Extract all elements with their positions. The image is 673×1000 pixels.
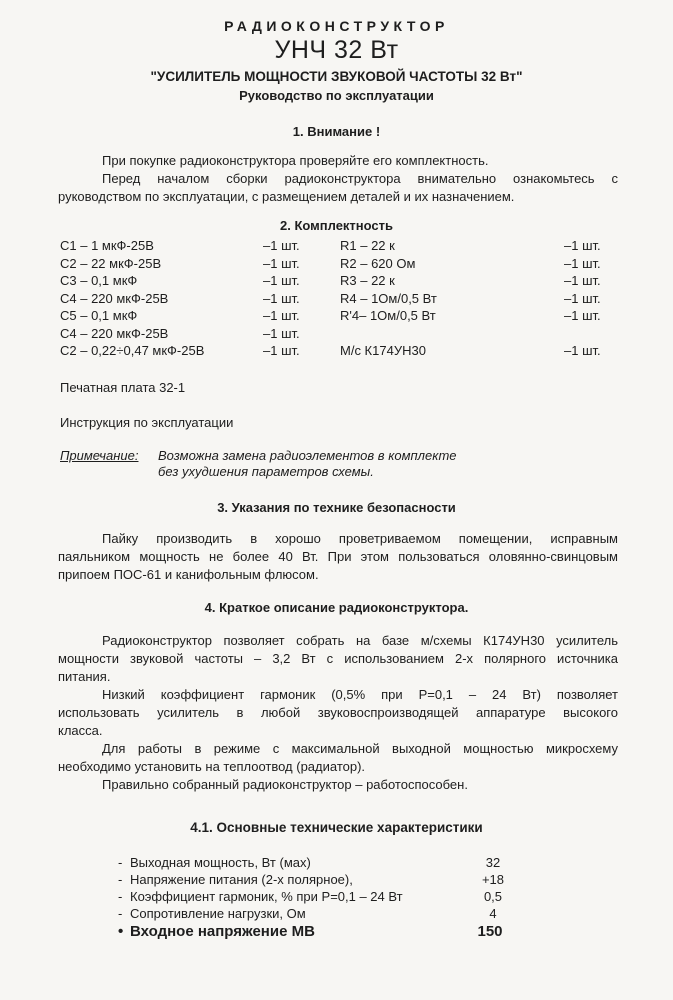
capacitor-name: C4 – 220 мкФ-25В: [60, 325, 169, 341]
product-subtitle: "УСИЛИТЕЛЬ МОЩНОСТИ ЗВУКОВОЙ ЧАСТОТЫ 32 Вт": [150, 69, 523, 84]
text-line: Низкий коэффициент гармоник (0,5% при P=0,1 – 24 Вт) позволяет: [102, 687, 618, 702]
spec-value: 32: [485, 855, 501, 870]
resistor-name: R1 – 22 к: [340, 238, 395, 253]
spec-row: [118, 872, 538, 889]
capacitor-name: C4 – 220 мкФ-25В: [60, 290, 169, 306]
text-line: паяльником мощность не более 40 Вт. При этом пользоваться оловянно-свинцовым: [58, 549, 618, 564]
section-1-title: 1. Внимание !: [292, 124, 381, 139]
spec-name: - Выходная мощность, Вт (мах): [118, 855, 311, 870]
spec-row: [118, 906, 538, 923]
spec-name: • Входное напряжение МВ: [118, 923, 315, 940]
resistor-qty: –1 шт.: [564, 290, 601, 306]
text-line: Для работы в режиме с максимальной выходной мощностью микросхему: [102, 741, 618, 756]
resistor-name: R2 – 620 Ом: [340, 255, 416, 271]
resistor-qty: –1 шт.: [564, 238, 601, 253]
spec-name: - Напряжение питания (2-х полярное),: [118, 872, 353, 887]
text-line: Правильно собранный радиоконструктор – работоспособен.: [102, 777, 468, 792]
capacitor-name: C1 – 1 мкФ-25В: [60, 238, 154, 253]
note-line: без ухудшения параметров схемы.: [158, 464, 374, 479]
text-line: использовать усилитель в любой звуковоспроизводящей аппаратуре высокого: [58, 705, 618, 720]
parts-row: [58, 343, 618, 361]
text-line: мощности звуковой частоты – 3,2 Вт с использованием 2-х полярного источника: [58, 651, 618, 666]
section-4-title: 4. Краткое описание радиоконструктора.: [204, 600, 469, 615]
text-line: Пайку производить в хорошо проветриваемом помещении, исправным: [102, 531, 618, 546]
chip-qty: –1 шт.: [564, 343, 601, 358]
capacitor-qty: –1 шт.: [263, 343, 300, 358]
parts-row: [58, 256, 618, 274]
capacitor-qty: –1 шт.: [263, 325, 300, 341]
spec-label: Напряжение питания (2-х полярное),: [130, 872, 353, 887]
chip-name: М/с К174УН30: [340, 343, 426, 358]
parts-list: [58, 238, 618, 361]
capacitor-qty: –1 шт.: [263, 290, 300, 306]
spec-label: Входное напряжение МВ: [130, 923, 315, 940]
capacitor-name: C2 – 22 мкФ-25В: [60, 255, 162, 271]
pcb-item: Печатная плата 32-1: [60, 380, 186, 395]
text-line: класса.: [58, 723, 103, 738]
text-line: припоем ПОС-61 и канифольным флюсом.: [58, 567, 319, 582]
spec-name: - Сопротивление нагрузки, Ом: [118, 906, 306, 921]
resistor-qty: –1 шт.: [564, 273, 601, 288]
section-1-text: [58, 152, 618, 206]
section-3-title: 3. Указания по технике безопасности: [217, 500, 456, 515]
section-4-1-title: 4.1. Основные технические характеристики: [190, 820, 483, 835]
text-line: руководством по эксплуатации, с размещением деталей и их назначением.: [58, 189, 515, 204]
spec-value: 0,5: [483, 889, 503, 904]
spec-label: Коэффициент гармоник, % при P=0,1 – 24 Вт: [130, 889, 403, 904]
spec-row: [118, 855, 538, 872]
capacitor-name: C3 – 0,1 мкФ: [60, 273, 138, 288]
spec-row: [118, 923, 538, 945]
text-line: При покупке радиоконструктора проверяйте его комплектность.: [102, 153, 489, 168]
parts-row: [58, 273, 618, 291]
capacitor-qty: –1 шт.: [263, 273, 300, 288]
text-line: питания.: [58, 669, 111, 684]
capacitor-qty: –1 шт.: [263, 238, 300, 253]
section-3-text: [58, 530, 618, 584]
resistor-name: R4 – 1Ом/0,5 Вт: [340, 290, 437, 306]
parts-row: [58, 238, 618, 256]
resistor-name: R3 – 22 к: [340, 273, 395, 288]
spec-value: 150: [477, 923, 503, 940]
parts-row: [58, 326, 618, 344]
capacitor-name: C2 – 0,22÷0,47 мкФ-25В: [60, 343, 205, 358]
spec-label: Сопротивление нагрузки, Ом: [130, 906, 306, 921]
manual-heading: Руководство по эксплуатации: [239, 88, 434, 103]
capacitor-qty: –1 шт.: [263, 308, 300, 323]
spec-name: - Коэффициент гармоник, % при P=0,1 – 24 Вт: [118, 889, 403, 904]
section-4-text: [58, 632, 618, 794]
spec-value: +18: [481, 872, 505, 887]
spec-row: [118, 889, 538, 906]
resistor-name: R'4– 1Ом/0,5 Вт: [340, 308, 436, 323]
spec-value: 4: [489, 906, 497, 921]
capacitor-name: C5 – 0,1 мкФ: [60, 308, 138, 323]
note-block: [60, 448, 620, 479]
brand-title: РАДИОКОНСТРУКТОР: [224, 18, 449, 34]
text-line: необходимо установить на теплоотвод (радиатор).: [58, 759, 366, 774]
capacitor-qty: –1 шт.: [263, 255, 300, 271]
resistor-qty: –1 шт.: [564, 308, 601, 323]
specs-list: [118, 855, 538, 945]
note-label: Примечание:: [60, 448, 139, 463]
note-line: Возможна замена радиоэлементов в комплекте: [158, 448, 457, 463]
resistor-qty: –1 шт.: [564, 255, 601, 271]
text-line: Радиоконструктор позволяет собрать на базе м/схемы К174УН30 усилитель: [102, 633, 618, 648]
instruction-item: Инструкция по эксплуатации: [60, 415, 234, 430]
model-title: УНЧ 32 Вт: [274, 36, 399, 64]
spec-label: Выходная мощность, Вт (мах): [130, 855, 311, 870]
section-2-title: 2. Комплектность: [279, 218, 394, 233]
parts-row: [58, 308, 618, 326]
text-line: Перед началом сборки радиоконструктора внимательно ознакомьтесь с: [102, 171, 618, 186]
parts-row: [58, 291, 618, 309]
